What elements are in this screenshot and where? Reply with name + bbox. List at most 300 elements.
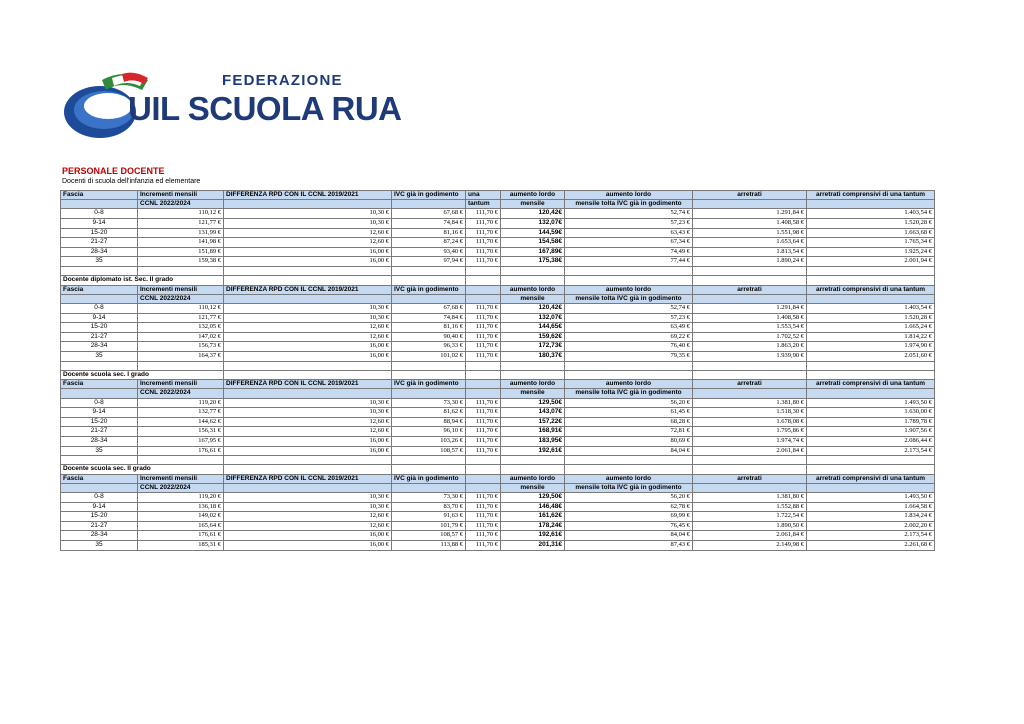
header-row (61, 285, 935, 294)
fascia-cell: 9-14 (61, 313, 138, 323)
value-cell: 149,02 € (138, 512, 224, 522)
section-title-filler (565, 370, 693, 380)
blank-cell (693, 266, 807, 275)
column-header (466, 285, 501, 294)
blank-cell (807, 456, 935, 465)
column-header (61, 389, 138, 398)
page-subtitle: Docenti di scuola dell'infanzia ed elementare (62, 178, 201, 185)
value-cell: 84,04 € (565, 531, 693, 541)
value-cell: 111,70 € (466, 398, 501, 408)
blank-cell (565, 361, 693, 370)
column-header (693, 294, 807, 303)
column-header: una (466, 191, 501, 200)
value-cell: 110,12 € (138, 303, 224, 313)
value-cell: 1.702,52 € (693, 332, 807, 342)
value-cell: 2.061,84 € (693, 446, 807, 456)
column-header (693, 389, 807, 398)
value-cell: 73,30 € (392, 398, 466, 408)
blank-cell (501, 266, 565, 275)
section-title-filler (565, 465, 693, 475)
section-title-filler (565, 275, 693, 285)
table-row (61, 228, 935, 238)
column-header (224, 389, 392, 398)
value-cell: 12,60 € (224, 427, 392, 437)
value-cell: 96,10 € (392, 427, 466, 437)
value-cell: 2.173,54 € (807, 531, 935, 541)
column-header: aumento lordo (501, 191, 565, 200)
column-header (392, 294, 466, 303)
value-cell: 12,60 € (224, 521, 392, 531)
column-header: arretrati comprensivi di una tantum (807, 191, 935, 200)
blank-row (61, 456, 935, 465)
value-cell: 10,30 € (224, 408, 392, 418)
value-cell: 56,20 € (565, 398, 693, 408)
value-cell: 16,00 € (224, 351, 392, 361)
value-cell: 1.813,54 € (693, 247, 807, 257)
value-cell: 10,30 € (224, 502, 392, 512)
value-cell: 1.493,50 € (807, 398, 935, 408)
value-cell: 167,95 € (138, 436, 224, 446)
value-cell: 16,00 € (224, 247, 392, 257)
value-cell: 52,74 € (565, 303, 693, 313)
table-row (61, 313, 935, 323)
section-title-filler (392, 275, 466, 285)
value-cell: 16,00 € (224, 446, 392, 456)
column-header: arretrati (693, 474, 807, 483)
table-row (61, 247, 935, 257)
table-row (61, 257, 935, 267)
value-cell: 146,48€ (501, 502, 565, 512)
value-cell: 111,70 € (466, 521, 501, 531)
blank-cell (392, 456, 466, 465)
value-cell: 1.722,54 € (693, 512, 807, 522)
value-cell: 1.974,90 € (807, 342, 935, 352)
value-cell: 154,58€ (501, 238, 565, 248)
value-cell: 81,16 € (392, 228, 466, 238)
blank-cell (61, 266, 138, 275)
column-header: tantum (466, 200, 501, 209)
blank-cell (61, 456, 138, 465)
fascia-cell: 0-8 (61, 303, 138, 313)
value-cell: 61,45 € (565, 408, 693, 418)
value-cell: 12,60 € (224, 323, 392, 333)
value-cell: 156,73 € (138, 342, 224, 352)
section-title-row (61, 465, 935, 475)
value-cell: 144,62 € (138, 417, 224, 427)
section-title-filler (501, 370, 565, 380)
value-cell: 111,70 € (466, 408, 501, 418)
section-title-filler (466, 275, 501, 285)
value-cell: 1.665,24 € (807, 323, 935, 333)
blank-cell (466, 456, 501, 465)
value-cell: 1.520,28 € (807, 219, 935, 229)
value-cell: 84,04 € (565, 446, 693, 456)
fascia-cell: 15-20 (61, 323, 138, 333)
column-header: CCNL 2022/2024 (138, 200, 224, 209)
blank-cell (138, 361, 224, 370)
value-cell: 164,37 € (138, 351, 224, 361)
column-header (693, 483, 807, 492)
value-cell: 2.173,54 € (807, 446, 935, 456)
column-header (466, 380, 501, 389)
blank-cell (501, 456, 565, 465)
value-cell: 2.051,60 € (807, 351, 935, 361)
blank-cell (466, 361, 501, 370)
value-cell: 111,70 € (466, 427, 501, 437)
value-cell: 57,23 € (565, 313, 693, 323)
value-cell: 192,61€ (501, 531, 565, 541)
header-row (61, 474, 935, 483)
value-cell: 79,35 € (565, 351, 693, 361)
value-cell: 10,30 € (224, 398, 392, 408)
value-cell: 1.493,50 € (807, 493, 935, 503)
column-header: arretrati comprensivi di una tantum (807, 285, 935, 294)
column-header: Incrementi mensili (138, 285, 224, 294)
table-row (61, 238, 935, 248)
fascia-cell: 35 (61, 257, 138, 267)
value-cell: 111,70 € (466, 502, 501, 512)
value-cell: 176,61 € (138, 446, 224, 456)
blank-row (61, 266, 935, 275)
value-cell: 111,70 € (466, 313, 501, 323)
value-cell: 111,70 € (466, 247, 501, 257)
section-title-filler (466, 370, 501, 380)
header-row (61, 389, 935, 398)
header-row (61, 483, 935, 492)
section-title-filler (501, 275, 565, 285)
section-title-filler (392, 465, 466, 475)
value-cell: 77,44 € (565, 257, 693, 267)
value-cell: 1.939,90 € (693, 351, 807, 361)
blank-cell (466, 266, 501, 275)
fascia-cell: 35 (61, 351, 138, 361)
value-cell: 165,64 € (138, 521, 224, 531)
fascia-cell: 15-20 (61, 417, 138, 427)
value-cell: 132,77 € (138, 408, 224, 418)
value-cell: 16,00 € (224, 531, 392, 541)
value-cell: 110,12 € (138, 209, 224, 219)
column-header: IVC già in godimento (392, 474, 466, 483)
column-header: Fascia (61, 191, 138, 200)
column-header: Fascia (61, 285, 138, 294)
header-row (61, 380, 935, 389)
column-header: mensile tolta IVC già in godimento (565, 200, 693, 209)
blank-cell (807, 361, 935, 370)
value-cell: 2.002,20 € (807, 521, 935, 531)
blank-cell (392, 361, 466, 370)
table-row (61, 323, 935, 333)
value-cell: 73,30 € (392, 493, 466, 503)
value-cell: 185,31 € (138, 541, 224, 551)
column-header: Fascia (61, 380, 138, 389)
column-header: Incrementi mensili (138, 191, 224, 200)
column-header: aumento lordo (565, 191, 693, 200)
value-cell: 1.814,22 € (807, 332, 935, 342)
column-header: DIFFERENZA RPD CON IL CCNL 2019/2021 (224, 474, 392, 483)
table-row (61, 398, 935, 408)
value-cell: 101,79 € (392, 521, 466, 531)
column-header: DIFFERENZA RPD CON IL CCNL 2019/2021 (224, 285, 392, 294)
section-title: Docente scuola sec. I grado (61, 370, 224, 380)
value-cell: 1.553,54 € (693, 323, 807, 333)
value-cell: 157,22€ (501, 417, 565, 427)
column-header: DIFFERENZA RPD CON IL CCNL 2019/2021 (224, 380, 392, 389)
value-cell: 156,31 € (138, 427, 224, 437)
fascia-cell: 9-14 (61, 408, 138, 418)
table-row (61, 541, 935, 551)
value-cell: 1.403,54 € (807, 303, 935, 313)
value-cell: 1.630,00 € (807, 408, 935, 418)
value-cell: 192,61€ (501, 446, 565, 456)
value-cell: 172,73€ (501, 342, 565, 352)
section-title-filler (224, 465, 392, 475)
table-row (61, 303, 935, 313)
value-cell: 111,70 € (466, 332, 501, 342)
value-cell: 131,99 € (138, 228, 224, 238)
value-cell: 74,84 € (392, 313, 466, 323)
column-header (807, 483, 935, 492)
value-cell: 111,70 € (466, 303, 501, 313)
column-header (807, 200, 935, 209)
uil-scuola-logo (62, 66, 402, 146)
fascia-cell: 21-27 (61, 332, 138, 342)
table-row (61, 417, 935, 427)
column-header: aumento lordo (501, 474, 565, 483)
fascia-cell: 0-8 (61, 493, 138, 503)
value-cell: 132,05 € (138, 323, 224, 333)
column-header: DIFFERENZA RPD CON IL CCNL 2019/2021 (224, 191, 392, 200)
value-cell: 74,49 € (565, 247, 693, 257)
table-row (61, 219, 935, 229)
value-cell: 16,00 € (224, 342, 392, 352)
value-cell: 159,62€ (501, 332, 565, 342)
value-cell: 168,91€ (501, 427, 565, 437)
value-cell: 113,88 € (392, 541, 466, 551)
section-title-filler (392, 370, 466, 380)
fascia-cell: 28-34 (61, 436, 138, 446)
value-cell: 2.149,98 € (693, 541, 807, 551)
blank-cell (138, 266, 224, 275)
column-header: mensile (501, 483, 565, 492)
value-cell: 144,59€ (501, 228, 565, 238)
value-cell: 1.291,84 € (693, 209, 807, 219)
value-cell: 74,84 € (392, 219, 466, 229)
value-cell: 10,30 € (224, 493, 392, 503)
value-cell: 10,30 € (224, 209, 392, 219)
column-header: arretrati comprensivi di una tantum (807, 380, 935, 389)
value-cell: 111,70 € (466, 446, 501, 456)
section-title-filler (466, 465, 501, 475)
fascia-cell: 28-34 (61, 342, 138, 352)
value-cell: 1.907,56 € (807, 427, 935, 437)
value-cell: 90,40 € (392, 332, 466, 342)
value-cell: 1.381,80 € (693, 493, 807, 503)
blank-cell (693, 456, 807, 465)
table-row (61, 446, 935, 456)
table-row (61, 332, 935, 342)
value-cell: 10,30 € (224, 313, 392, 323)
logo-federazione-text: FEDERAZIONE (222, 72, 343, 89)
section-title-row (61, 370, 935, 380)
value-cell: 10,30 € (224, 303, 392, 313)
value-cell: 111,70 € (466, 257, 501, 267)
value-cell: 63,49 € (565, 323, 693, 333)
table-row (61, 521, 935, 531)
value-cell: 1.551,98 € (693, 228, 807, 238)
value-cell: 69,22 € (565, 332, 693, 342)
value-cell: 111,70 € (466, 417, 501, 427)
value-cell: 178,24€ (501, 521, 565, 531)
value-cell: 57,23 € (565, 219, 693, 229)
value-cell: 83,70 € (392, 502, 466, 512)
value-cell: 1.795,86 € (693, 427, 807, 437)
value-cell: 111,70 € (466, 219, 501, 229)
value-cell: 96,33 € (392, 342, 466, 352)
blank-cell (693, 361, 807, 370)
value-cell: 68,28 € (565, 417, 693, 427)
column-header: Fascia (61, 474, 138, 483)
table-row (61, 436, 935, 446)
value-cell: 16,00 € (224, 257, 392, 267)
value-cell: 120,42€ (501, 209, 565, 219)
value-cell: 69,99 € (565, 512, 693, 522)
value-cell: 12,60 € (224, 512, 392, 522)
value-cell: 1.291,84 € (693, 303, 807, 313)
column-header (392, 483, 466, 492)
value-cell: 121,77 € (138, 313, 224, 323)
value-cell: 103,26 € (392, 436, 466, 446)
column-header (61, 294, 138, 303)
table-row (61, 493, 935, 503)
page-title: PERSONALE DOCENTE (62, 166, 165, 176)
value-cell: 62,78 € (565, 502, 693, 512)
section-title: Docente scuola sec. II grado (61, 465, 224, 475)
column-header (392, 389, 466, 398)
column-header (807, 389, 935, 398)
column-header: mensile (501, 200, 565, 209)
value-cell: 1.678,08 € (693, 417, 807, 427)
column-header: mensile (501, 294, 565, 303)
column-header (466, 483, 501, 492)
column-header: arretrati (693, 380, 807, 389)
column-header: mensile tolta IVC già in godimento (565, 294, 693, 303)
table-row (61, 427, 935, 437)
value-cell: 1.974,74 € (693, 436, 807, 446)
value-cell: 80,69 € (565, 436, 693, 446)
section-title-filler (807, 370, 935, 380)
column-header (807, 294, 935, 303)
column-header: mensile tolta IVC già in godimento (565, 389, 693, 398)
value-cell: 201,31€ (501, 541, 565, 551)
value-cell: 1.890,50 € (693, 521, 807, 531)
value-cell: 76,40 € (565, 342, 693, 352)
column-header: IVC già in godimento (392, 191, 466, 200)
blank-row (61, 361, 935, 370)
value-cell: 16,00 € (224, 436, 392, 446)
value-cell: 67,68 € (392, 209, 466, 219)
value-cell: 81,62 € (392, 408, 466, 418)
value-cell: 1.518,30 € (693, 408, 807, 418)
fascia-cell: 9-14 (61, 219, 138, 229)
column-header: IVC già in godimento (392, 380, 466, 389)
blank-cell (138, 456, 224, 465)
blank-cell (392, 266, 466, 275)
value-cell: 111,70 € (466, 436, 501, 446)
column-header: mensile (501, 389, 565, 398)
fascia-cell: 0-8 (61, 398, 138, 408)
fascia-cell: 15-20 (61, 512, 138, 522)
header-row (61, 191, 935, 200)
value-cell: 132,07€ (501, 219, 565, 229)
value-cell: 111,70 € (466, 531, 501, 541)
value-cell: 1.863,20 € (693, 342, 807, 352)
column-header: aumento lordo (501, 380, 565, 389)
value-cell: 12,60 € (224, 238, 392, 248)
value-cell: 1.925,24 € (807, 247, 935, 257)
value-cell: 108,57 € (392, 531, 466, 541)
section-title-filler (501, 465, 565, 475)
column-header: arretrati (693, 191, 807, 200)
value-cell: 56,20 € (565, 493, 693, 503)
value-cell: 1.408,58 € (693, 219, 807, 229)
value-cell: 111,70 € (466, 209, 501, 219)
value-cell: 175,38€ (501, 257, 565, 267)
value-cell: 16,00 € (224, 541, 392, 551)
value-cell: 111,70 € (466, 541, 501, 551)
section-title-row (61, 275, 935, 285)
blank-cell (224, 456, 392, 465)
value-cell: 2.086,44 € (807, 436, 935, 446)
table-row (61, 351, 935, 361)
value-cell: 111,70 € (466, 238, 501, 248)
value-cell: 63,43 € (565, 228, 693, 238)
value-cell: 143,07€ (501, 408, 565, 418)
fascia-cell: 21-27 (61, 521, 138, 531)
section-title-filler (693, 275, 807, 285)
value-cell: 91,63 € (392, 512, 466, 522)
section-title-filler (807, 275, 935, 285)
section-title-filler (693, 465, 807, 475)
value-cell: 88,94 € (392, 417, 466, 427)
value-cell: 52,74 € (565, 209, 693, 219)
column-header (466, 294, 501, 303)
blank-cell (807, 266, 935, 275)
value-cell: 1.520,28 € (807, 313, 935, 323)
value-cell: 1.834,24 € (807, 512, 935, 522)
column-header (392, 200, 466, 209)
column-header (466, 389, 501, 398)
salary-table (60, 190, 935, 551)
value-cell: 144,65€ (501, 323, 565, 333)
blank-cell (565, 266, 693, 275)
value-cell: 76,45 € (565, 521, 693, 531)
value-cell: 1.664,58 € (807, 502, 935, 512)
value-cell: 12,60 € (224, 417, 392, 427)
value-cell: 1.789,78 € (807, 417, 935, 427)
section-title: Docente diplomato ist. Sec. II grado (61, 275, 224, 285)
fascia-cell: 21-27 (61, 427, 138, 437)
section-title-filler (693, 370, 807, 380)
value-cell: 111,70 € (466, 323, 501, 333)
value-cell: 12,60 € (224, 228, 392, 238)
value-cell: 141,98 € (138, 238, 224, 248)
column-header (61, 483, 138, 492)
blank-cell (224, 266, 392, 275)
value-cell: 136,18 € (138, 502, 224, 512)
value-cell: 111,70 € (466, 342, 501, 352)
value-cell: 101,02 € (392, 351, 466, 361)
value-cell: 2.061,84 € (693, 531, 807, 541)
